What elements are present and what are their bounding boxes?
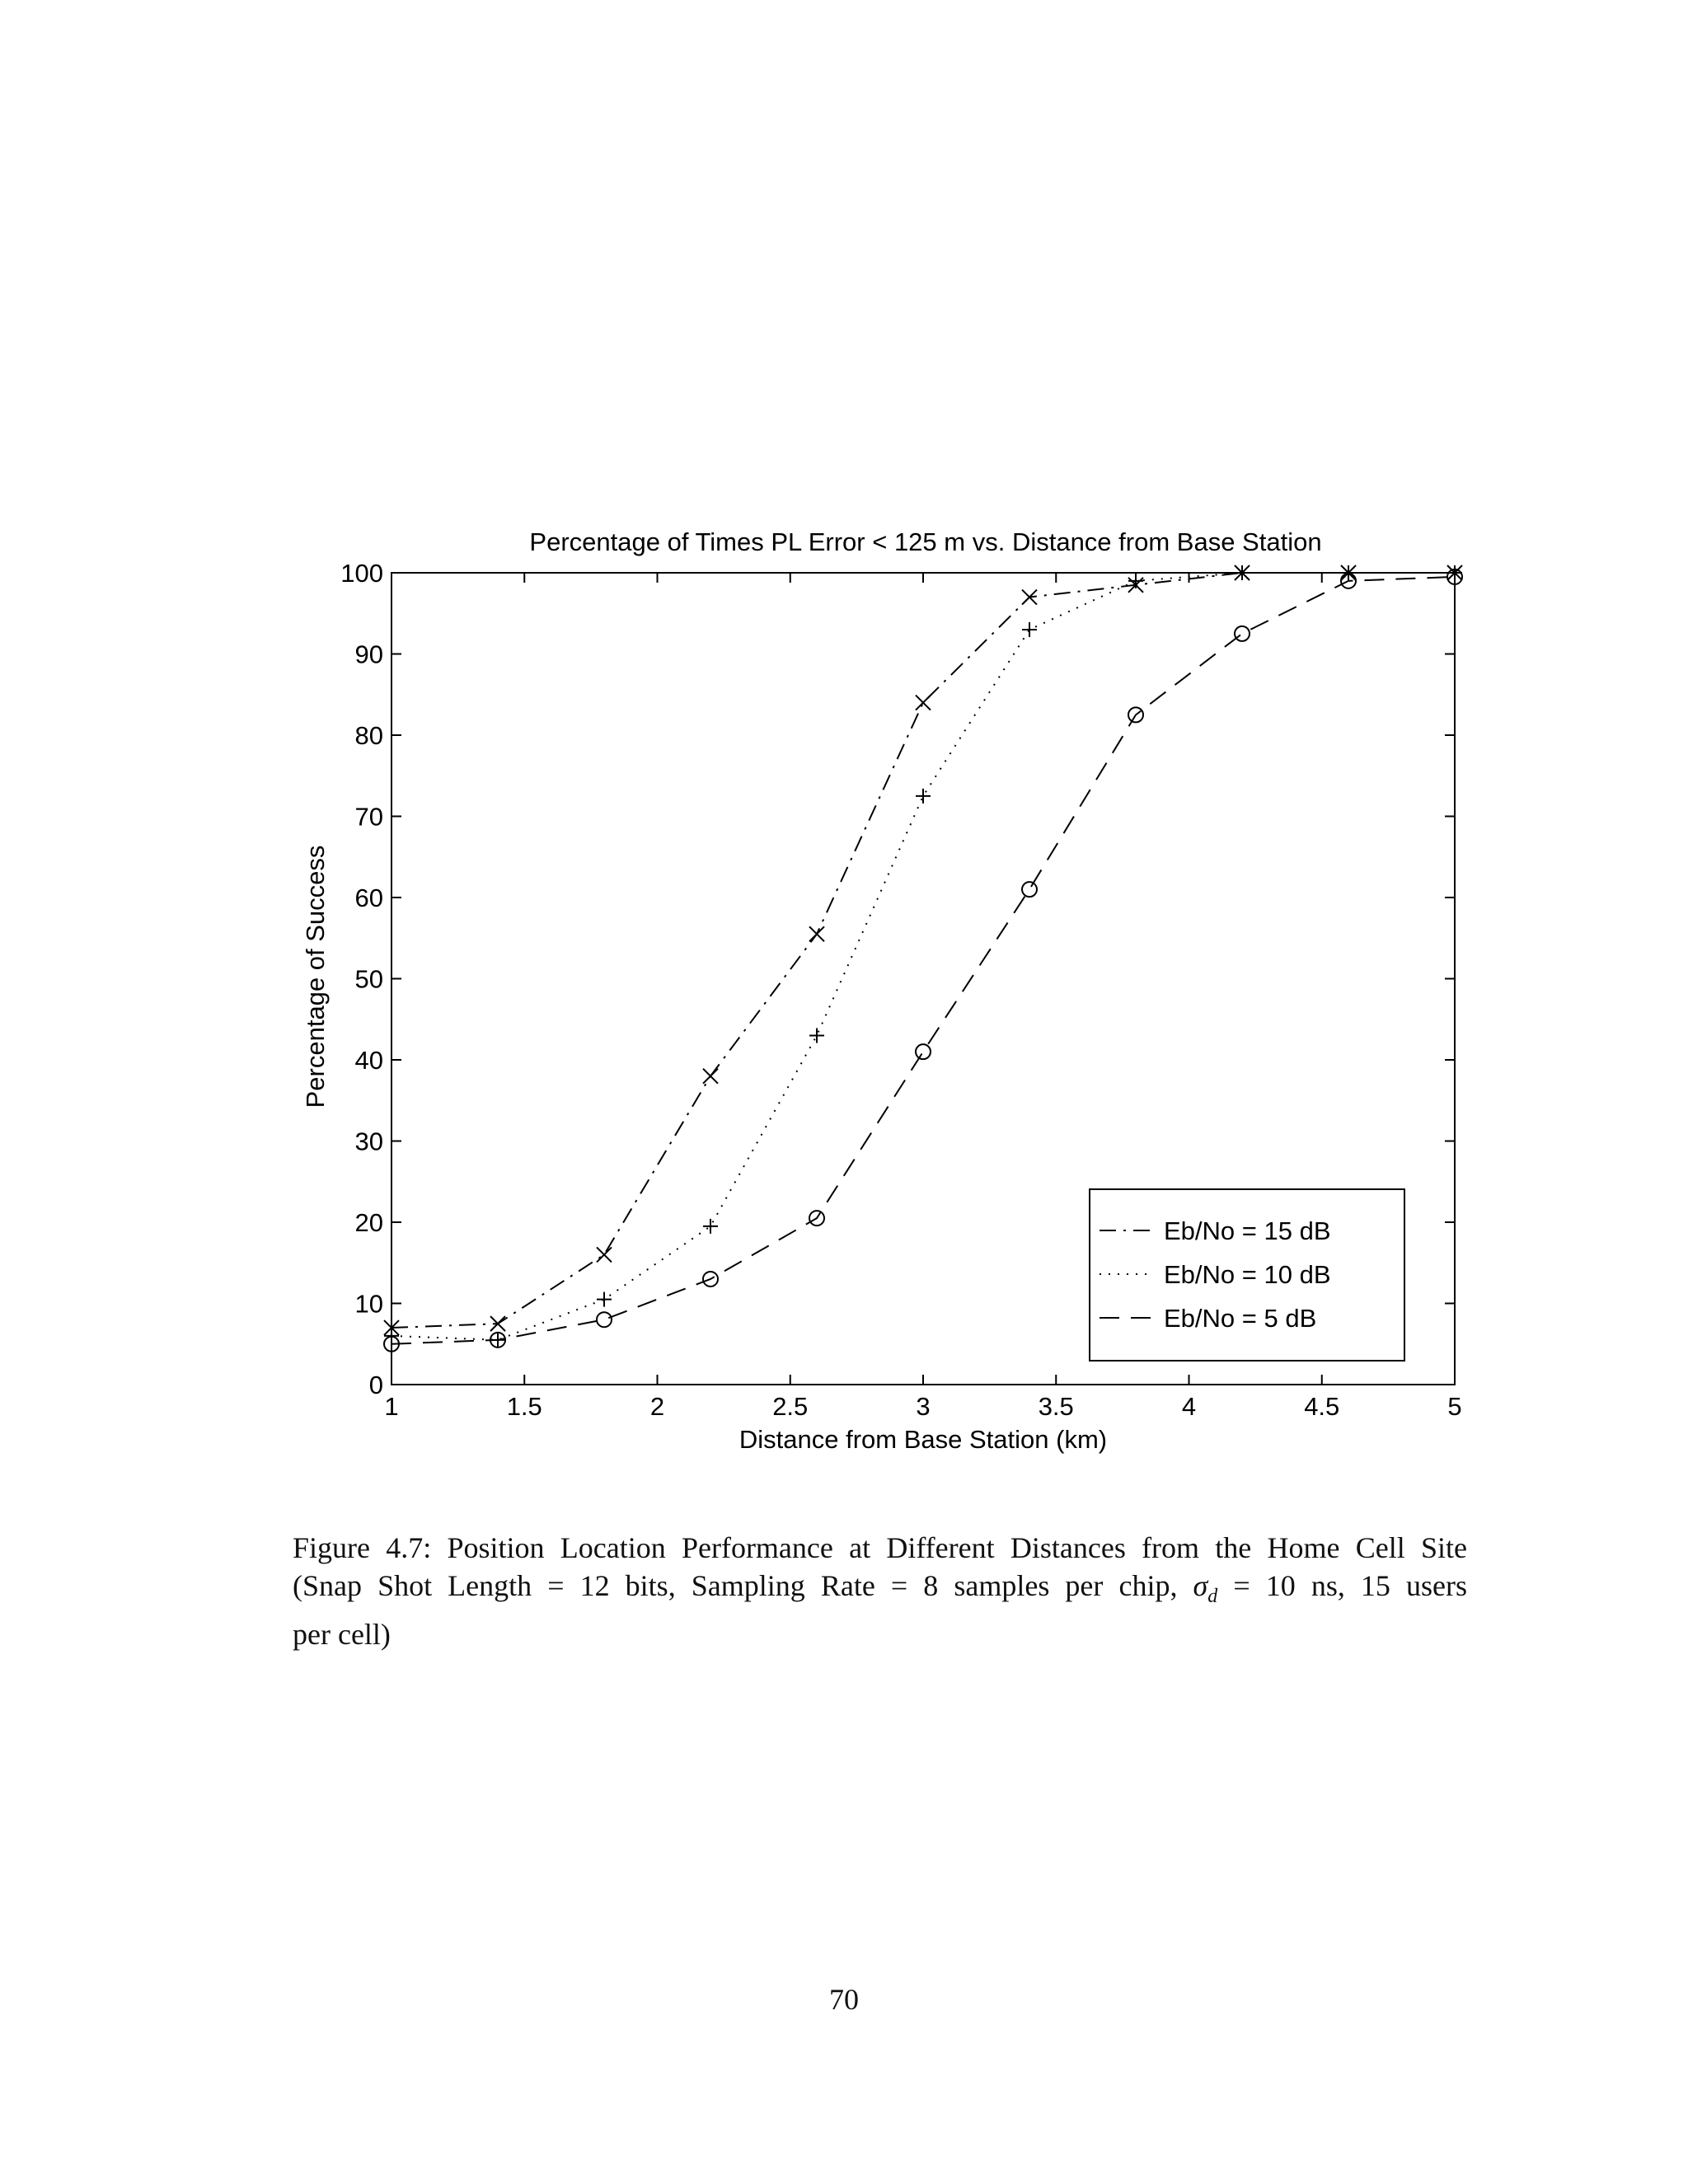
x-tick-label: 3.5 (1038, 1392, 1074, 1421)
x-tick-label: 3 (916, 1392, 931, 1421)
x-tick-label: 1 (384, 1392, 399, 1421)
legend-label: Eb/No = 15 dB (1164, 1216, 1331, 1245)
caption-line-2-start: (Snap Shot Length = 12 bits, Sampling Rate = 8 samples per chip, (293, 1569, 1193, 1602)
legend (1090, 1189, 1404, 1361)
sigma-symbol: σ (1193, 1569, 1208, 1602)
data-point-x-marker (916, 696, 931, 710)
sigma-subscript: d (1207, 1586, 1218, 1608)
data-point-plus-marker (916, 789, 931, 804)
caption-line-1: Figure 4.7: Position Location Performance at Different Distances from the Home Cell Site (293, 1531, 1467, 1564)
x-tick-label: 4 (1181, 1392, 1197, 1421)
y-tick-label: 100 (340, 559, 383, 588)
x-tick-label: 5 (1447, 1392, 1462, 1421)
data-point-x-marker (490, 1316, 505, 1331)
y-axis-label: Percentage of Success (301, 845, 330, 1108)
caption-line-3: per cell) (293, 1618, 391, 1652)
x-tick-label: 4.5 (1304, 1392, 1340, 1421)
page-number: 70 (829, 1983, 859, 2016)
data-point-plus-marker (703, 1219, 718, 1234)
x-axis-label: Distance from Base Station (km) (738, 1425, 1108, 1454)
x-tick-label: 1.5 (506, 1392, 542, 1421)
data-point-x-marker (703, 1069, 718, 1084)
legend-label: Eb/No = 5 dB (1164, 1304, 1317, 1333)
data-point-circle-marker (1235, 626, 1250, 641)
x-tick-label: 2.5 (772, 1392, 809, 1421)
data-point-circle-marker (1022, 882, 1037, 897)
y-tick-label: 70 (354, 802, 383, 832)
y-tick-label: 40 (354, 1046, 383, 1075)
data-point-x-marker (597, 1247, 612, 1262)
y-tick-label: 50 (354, 964, 383, 994)
caption-line-2-end: = 10 ns, 15 users (1217, 1569, 1467, 1602)
y-tick-label: 20 (354, 1208, 383, 1237)
caption-line-2 (293, 1567, 1467, 1615)
data-point-plus-marker (1022, 622, 1037, 637)
y-tick-label: 0 (368, 1371, 383, 1399)
chart-title: Percentage of Times PL Error < 125 m vs. Distance from Base Station (529, 527, 1322, 556)
x-tick-label: 2 (649, 1392, 665, 1421)
legend-label: Eb/No = 10 dB (1164, 1260, 1331, 1289)
data-point-x-marker (809, 926, 824, 941)
data-point-circle-marker (597, 1312, 612, 1327)
data-point-plus-marker (809, 1028, 824, 1043)
y-tick-label: 10 (354, 1289, 383, 1319)
y-tick-label: 60 (354, 883, 383, 912)
y-tick-label: 30 (354, 1127, 383, 1156)
y-tick-label: 90 (354, 640, 383, 669)
data-point-plus-marker (597, 1292, 612, 1307)
data-point-circle-marker (916, 1044, 931, 1059)
y-tick-label: 80 (354, 721, 383, 750)
figure-caption (293, 1529, 1467, 1653)
